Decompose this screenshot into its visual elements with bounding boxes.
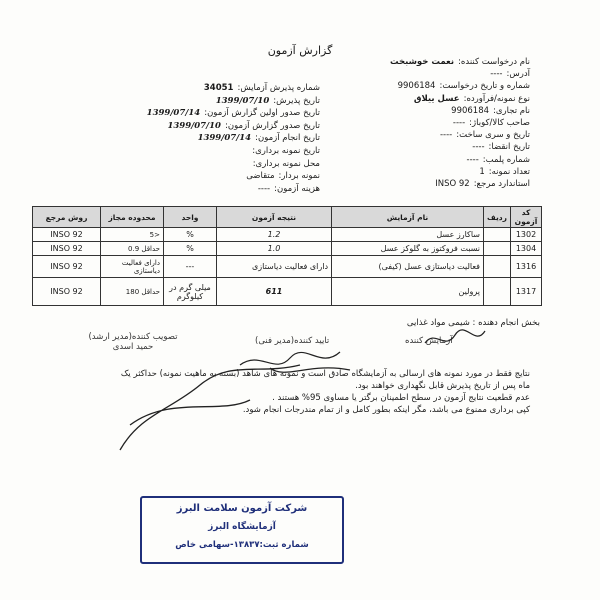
stamp-company: شرکت آزمون سلامت البرز bbox=[176, 503, 308, 514]
field-label: شماره پذیرش آزمایش: bbox=[237, 83, 320, 93]
request-field bbox=[270, 57, 530, 68]
header-code: کد آزمون bbox=[511, 207, 542, 228]
field-value: 34051 bbox=[203, 83, 234, 93]
field-value: 1399/07/10 bbox=[167, 120, 221, 131]
footnote-line: نتایج فقط در مورد نمونه های ارسالی به آزمایشگاه صادق است و نمونه های شاهد (بسته به ماهیت نمونه) حداکثر یک bbox=[120, 369, 530, 379]
acceptance-field bbox=[80, 121, 320, 132]
field-label: صاحب کالا/کوباژ: bbox=[469, 118, 530, 128]
row-number bbox=[484, 242, 511, 256]
header-test-name: نام آزمایش bbox=[332, 207, 484, 228]
test-method: INSO 92 bbox=[33, 242, 101, 256]
field-value: 1399/07/14 bbox=[146, 108, 201, 119]
field-value: 9906184 bbox=[451, 105, 490, 116]
acceptance-field bbox=[80, 83, 320, 94]
field-label: شماره پلمب: bbox=[482, 154, 530, 165]
lab-stamp bbox=[140, 496, 344, 564]
acceptance-field bbox=[80, 184, 320, 195]
table-header-row bbox=[33, 207, 542, 228]
table-row bbox=[33, 256, 542, 278]
performing-section: بخش انجام دهنده : شیمی مواد غذایی bbox=[406, 318, 540, 328]
stamp-registration: شماره ثبت:۱۳۸۳۷-سهامی خاص bbox=[175, 540, 309, 550]
field-value: 9906184 bbox=[397, 81, 436, 92]
field-value: 1399/07/14 bbox=[197, 133, 252, 144]
field-value: ---- bbox=[452, 118, 466, 128]
field-value: ---- bbox=[439, 130, 453, 141]
field-label: محل نمونه برداری: bbox=[252, 158, 320, 169]
field-label: نام درخواست کننده: bbox=[458, 57, 530, 67]
field-label: تاریخ صدور اولین گزارش آزمون: bbox=[204, 108, 320, 119]
field-value: INSO 92 bbox=[435, 179, 470, 189]
field-label: تاریخ انقضا: bbox=[488, 142, 530, 153]
test-result: 1.2 bbox=[217, 228, 332, 242]
acceptance-field bbox=[80, 146, 320, 157]
test-method: INSO 92 bbox=[33, 228, 101, 242]
header-result: نتیجه آزمون bbox=[217, 207, 332, 228]
approver-title: تصویب کننده(مدیر ارشد) bbox=[88, 332, 178, 342]
table-row bbox=[33, 278, 542, 306]
field-label: نوع نمونه/فرآورده: bbox=[463, 93, 530, 104]
row-number bbox=[484, 256, 511, 278]
table-row bbox=[33, 242, 542, 256]
acceptance-field bbox=[80, 96, 320, 107]
test-unit: % bbox=[164, 242, 217, 256]
test-limit: <5 bbox=[101, 228, 164, 242]
approver-name: حمید اسدی bbox=[112, 342, 154, 352]
test-result: دارای فعالیت دیاستازی bbox=[217, 256, 332, 278]
footnote-line: عدم قطعیت نتایج آزمون در سطح اطمینان برگتر یا مساوی 95% هستند . bbox=[272, 393, 530, 403]
test-limit: حداقل 180 bbox=[101, 278, 164, 306]
test-name: فعالیت دیاستازی عسل (کیفی) bbox=[332, 256, 484, 278]
field-value: ---- bbox=[466, 154, 479, 165]
test-unit: میلی گرم در کیلوگرم bbox=[164, 278, 217, 306]
acceptance-field bbox=[80, 171, 320, 182]
test-code: 1317 bbox=[511, 278, 542, 306]
test-method: INSO 92 bbox=[33, 278, 101, 306]
table-row bbox=[33, 228, 542, 242]
test-name: نسبت فروکتوز به گلوکز عسل bbox=[332, 242, 484, 256]
field-label: شماره و تاریخ درخواست: bbox=[439, 81, 530, 92]
field-label: نام تجاری: bbox=[493, 105, 530, 116]
request-field bbox=[270, 69, 530, 80]
header-method: روش مرجع bbox=[33, 207, 101, 228]
acceptance-field bbox=[80, 108, 320, 119]
row-number bbox=[484, 278, 511, 306]
footnote-line: کپی برداری ممنوع می باشد، مگر اینکه بطور کامل و از تمام مندرجات انجام شود. bbox=[242, 405, 530, 415]
stamp-lab: آزمایشگاه البرز bbox=[208, 522, 276, 532]
field-label: تاریخ صدور گزارش آزمون: bbox=[224, 120, 320, 131]
field-label: تاریخ نمونه برداری: bbox=[252, 146, 320, 156]
field-value: 1 bbox=[479, 166, 485, 177]
field-label: هزینه آزمون: bbox=[274, 183, 320, 194]
test-code: 1304 bbox=[511, 242, 542, 256]
field-label: تعداد نمونه: bbox=[488, 166, 530, 177]
approver-block bbox=[78, 332, 188, 352]
footnotes bbox=[30, 368, 530, 416]
acceptance-field bbox=[80, 133, 320, 144]
row-number bbox=[484, 228, 511, 242]
page-title: گزارش آزمون bbox=[267, 44, 333, 57]
field-value: متقاضی bbox=[246, 171, 275, 182]
results-table bbox=[32, 206, 542, 306]
test-limit: حداقل 0.9 bbox=[101, 242, 164, 256]
test-name: پرولین bbox=[332, 278, 484, 306]
test-code: 1302 bbox=[511, 228, 542, 242]
field-label: نمونه بردار: bbox=[278, 171, 320, 182]
confirmer-signature: تایید کننده(مدیر فنی) bbox=[255, 336, 330, 346]
tester-signature: آزمایش کننده bbox=[405, 336, 453, 346]
header-limit: محدوده مجاز bbox=[101, 207, 164, 228]
field-value: ---- bbox=[472, 142, 485, 153]
field-label: تاریخ و سری ساخت: bbox=[456, 130, 530, 141]
field-value: ---- bbox=[257, 183, 271, 194]
field-label: آدرس: bbox=[506, 69, 530, 80]
field-label: تاریخ انجام آزمون: bbox=[255, 133, 320, 144]
test-unit: % bbox=[164, 228, 217, 242]
field-value: نعمت خوشبخت bbox=[389, 57, 455, 67]
header-unit: واحد bbox=[164, 207, 217, 228]
test-limit: دارای فعالیت دیاستازی bbox=[101, 256, 164, 278]
header-row-number: ردیف bbox=[484, 207, 511, 228]
field-label: تاریخ پذیرش: bbox=[273, 95, 320, 106]
field-label: استاندارد مرجع: bbox=[473, 179, 530, 189]
acceptance-field bbox=[80, 159, 320, 170]
field-value: عسل ییلاق bbox=[413, 93, 460, 104]
test-method: INSO 92 bbox=[33, 256, 101, 278]
test-unit: --- bbox=[164, 256, 217, 278]
test-name: ساکارز عسل bbox=[332, 228, 484, 242]
test-result: 611 bbox=[217, 278, 332, 306]
tester-signature-scribble bbox=[420, 325, 490, 355]
field-value: 1399/07/10 bbox=[215, 95, 270, 106]
field-value: ---- bbox=[490, 69, 503, 80]
test-code: 1316 bbox=[511, 256, 542, 278]
footnote-line: ماه پس از تاریخ پذیرش قابل نگهداری خواهند بود. bbox=[355, 381, 530, 391]
test-result: 1.0 bbox=[217, 242, 332, 256]
